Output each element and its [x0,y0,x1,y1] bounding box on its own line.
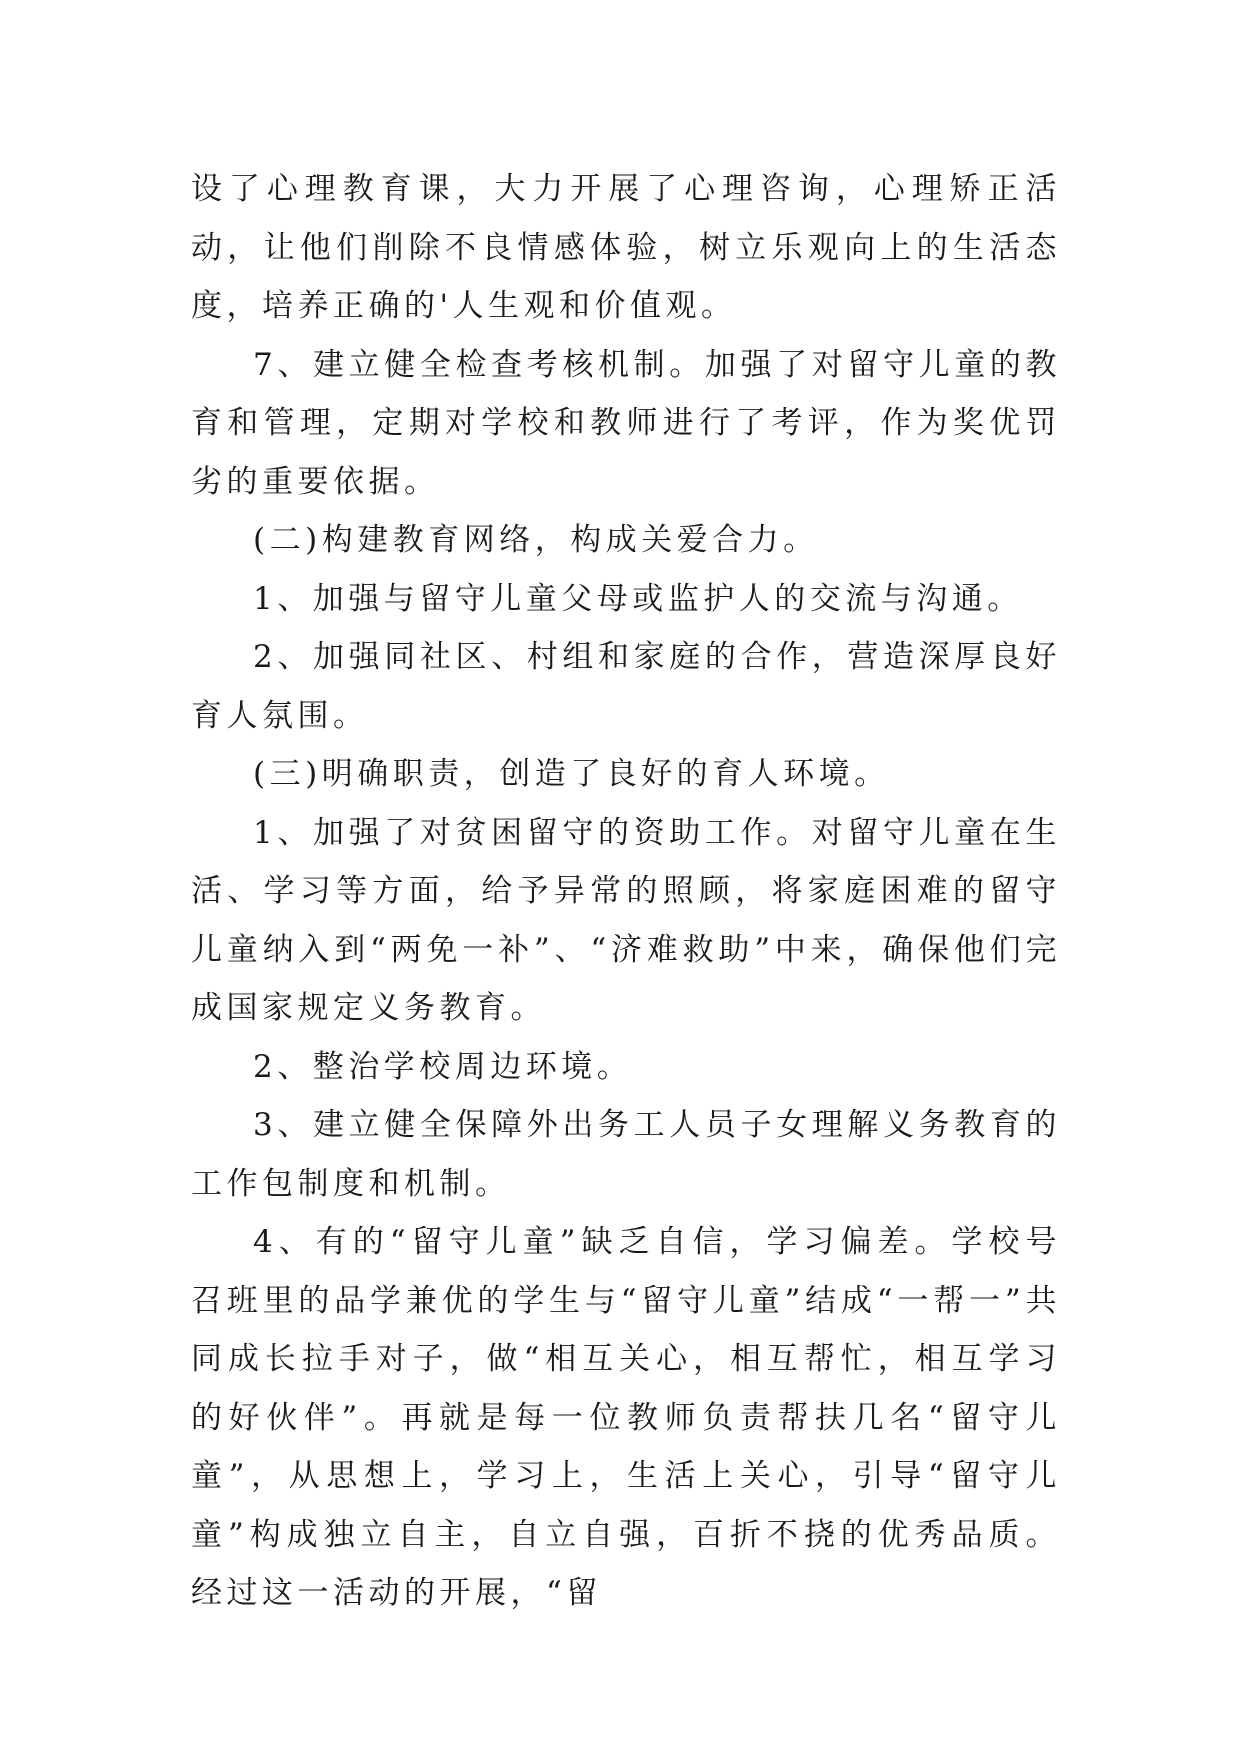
paragraph-item-2: 2、加强同社区、村组和家庭的合作，营造深厚良好育人氛围。 [191,639,1061,734]
paragraph-item-1b: 1、加强了对贫困留守的资助工作。对留守儿童在生活、学习等方面，给予异常的照顾，将家庭困难的留守儿童纳入到“两免一补”、“济难救助”中来，确保他们完成国家规定义务教育。 [191,814,1061,1026]
paragraph-item-3b: 3、建立健全保障外出务工人员子女理解义务教育的工作包制度和机制。 [191,1107,1061,1202]
paragraph-item-2b: 2、整治学校周边环境。 [253,1048,633,1085]
section-heading-3: (三)明确职责，创造了良好的育人环境。 [253,756,890,792]
paragraph-continuation: 设了心理教育课，大力开展了心理咨询，心理矫正活动，让他们削除不良情感体验，树立乐观向上的生活态度，培养正确的'人生观和价值观。 [191,171,1061,324]
document-body [191,160,1061,1623]
section-heading-2: (二)构建教育网络，构成关爱合力。 [253,522,819,558]
paragraph-item-4b: 4、有的“留守儿童”缺乏自信，学习偏差。学校号召班里的品学兼优的学生与“留守儿童”结成“一帮一”共同成长拉手对子，做“相互关心，相互帮忙，相互学习的好伙伴”。再就是每一位教师负责帮扶几名“留守儿童”，从思想上，学习上，生活上关心，引导“留守儿童”构成独立自主，自立自强，百折不挠的优秀品质。经过这一活动的开展，“留 [191,1224,1061,1611]
paragraph-item-7: 7、建立健全检查考核机制。加强了对留守儿童的教育和管理，定期对学校和教师进行了考评，作为奖优罚劣的重要依据。 [191,346,1061,500]
paragraph-item-1: 1、加强与留守儿童父母或监护人的交流与沟通。 [253,580,1023,617]
